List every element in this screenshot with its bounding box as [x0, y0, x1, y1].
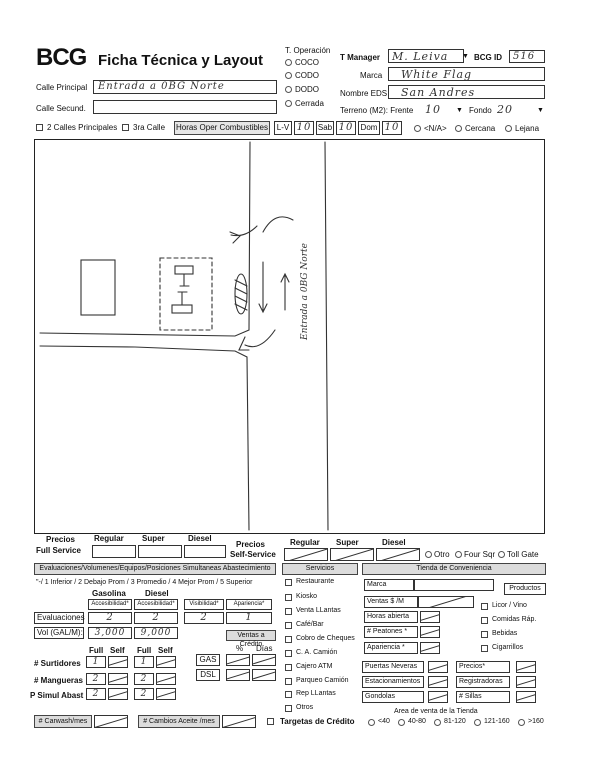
area-option-1: <40 — [378, 718, 390, 725]
checkbox-cafe-bar[interactable] — [285, 622, 292, 629]
sillas-label: # Sillas — [456, 691, 510, 703]
servicio-cafe-bar: Café/Bar — [296, 621, 324, 628]
tmanager-field[interactable] — [388, 49, 464, 63]
surtidores-dsl-self[interactable] — [156, 656, 176, 668]
marca-label: Marca — [360, 71, 383, 80]
gasolina-label: Gasolina — [92, 589, 126, 598]
checkbox-cigarrillos[interactable] — [481, 645, 488, 652]
price-self-regular[interactable] — [284, 548, 328, 561]
horas-oper-button[interactable]: Horas Oper Combustibles — [174, 121, 270, 135]
producto-cigarrillos: Cigarrillos — [492, 644, 524, 651]
checkbox-ca-camion[interactable] — [285, 650, 292, 657]
checkbox-comidas-rap[interactable] — [481, 617, 488, 624]
chevron-down-icon[interactable]: ▼ — [537, 107, 544, 114]
radio-icon[interactable] — [285, 59, 292, 66]
radio-icon[interactable] — [505, 125, 512, 132]
precios-full-label-2: Full Service — [36, 546, 81, 555]
area-option-3: 81-120 — [444, 718, 466, 725]
horas-abierta-field[interactable] — [420, 611, 440, 623]
apariencia-label: Apariencia * — [364, 642, 418, 654]
checkbox-bebidas[interactable] — [481, 631, 488, 638]
sillas-field[interactable] — [516, 691, 536, 703]
radio-icon[interactable] — [425, 551, 432, 558]
radio-icon[interactable] — [518, 719, 525, 726]
price-self-diesel[interactable] — [376, 548, 420, 561]
ventas-credito-button[interactable]: Ventas a Crédito — [226, 630, 276, 641]
tarjetas-label: Targetas de Crédito — [280, 717, 355, 726]
servicio-otros: Otros — [296, 704, 314, 711]
gas-credito-dias[interactable] — [252, 654, 276, 666]
toper-option-label: CODO — [295, 71, 319, 80]
cambios-aceite-button[interactable]: # Cambios Aceite /mes — [138, 715, 220, 728]
area-option-2: 40-80 — [408, 718, 426, 725]
checkbox-parqueo-camion[interactable] — [285, 678, 292, 685]
tienda-marca-label: Marca — [364, 579, 414, 591]
pct-label: % — [236, 644, 244, 653]
carwash-button[interactable]: # Carwash/mes — [34, 715, 92, 728]
producto-bebidas: Bebidas — [492, 630, 518, 637]
lv-field[interactable] — [294, 121, 314, 135]
simul-dsl-self[interactable] — [156, 688, 176, 700]
mangueras-gas-self[interactable] — [108, 673, 128, 685]
lv-label: L-V — [274, 121, 292, 135]
eval-value-2[interactable]: 2 — [134, 612, 178, 624]
simul-abast-label: P Simul Abast — [30, 691, 84, 700]
mangueras-dsl-self[interactable] — [156, 673, 176, 685]
checkbox-cajero-atm[interactable] — [285, 664, 292, 671]
precios-self-label: Precios — [236, 540, 265, 549]
radio-icon[interactable] — [398, 719, 405, 726]
mangueras-dsl-full[interactable]: 2 — [134, 673, 154, 685]
tres-calle-checkbox[interactable] — [122, 124, 129, 131]
servicio-ca-camion: C. A. Camión — [296, 649, 338, 656]
col-regular: Regular — [94, 534, 124, 543]
fondo-value[interactable]: 20 — [497, 103, 513, 116]
radio-icon[interactable] — [285, 100, 292, 107]
diesel-label: Diesel — [145, 589, 169, 598]
area-venta-label: Area de venta de la Tienda — [394, 708, 478, 715]
price-full-regular[interactable] — [92, 545, 136, 558]
checkbox-rep-llantas[interactable] — [285, 691, 292, 698]
sab-label: Sab — [316, 121, 334, 135]
loc-option-na: <N/A> — [424, 124, 447, 133]
surtidores-label: # Surtidores — [34, 659, 81, 668]
checkbox-cobro-cheques[interactable] — [285, 636, 292, 643]
evaluaciones-header: Evaluaciones/Volumenes/Equipos/Posiciones Simultaneas Abastecimiento — [34, 563, 276, 575]
fondo-label: Fondo — [469, 106, 492, 115]
price-full-diesel[interactable] — [184, 545, 226, 558]
eval-scale: "-/ 1 Inferior / 2 Debajo Prom / 3 Promedio / 4 Mejor Prom / 5 Superior — [36, 579, 253, 586]
calle-secund-label: Calle Secund. — [36, 104, 86, 113]
dos-calles-checkbox[interactable] — [36, 124, 43, 131]
vol-value-diesel[interactable]: 9,000 — [134, 627, 178, 639]
producto-licor-vino: Licor / Vino — [492, 602, 527, 609]
col-apariencia: Apariencia* — [226, 599, 272, 610]
dos-calles-label: 2 Calles Principales — [47, 123, 118, 132]
loc-option-cercana: Cercana — [465, 124, 496, 133]
surtidores-gas-full[interactable]: 1 — [86, 656, 106, 668]
dsl-credito-dias[interactable] — [252, 669, 276, 681]
col-visibilidad: Visibilidad* — [184, 599, 224, 610]
marca-field[interactable] — [388, 67, 545, 81]
toper-option-label: Cerrada — [295, 99, 324, 108]
sketch-road-label: Entrada a 0BG Norte — [300, 243, 310, 340]
chevron-down-icon[interactable]: ▼ — [456, 107, 463, 114]
sab-field[interactable] — [336, 121, 356, 135]
simul-gas-self[interactable] — [108, 688, 128, 700]
frente-value[interactable]: 10 — [425, 103, 441, 116]
registradoras-label: Registradoras — [456, 676, 510, 688]
dom-value: 10 — [384, 122, 400, 133]
toper-label: T. Operación — [285, 46, 331, 55]
eval-value-3[interactable]: 2 — [184, 612, 224, 624]
simul-dsl-full[interactable]: 2 — [134, 688, 154, 700]
peatones-field[interactable] — [420, 626, 440, 638]
col-regular-self: Regular — [290, 538, 320, 547]
registradoras-field[interactable] — [516, 676, 536, 688]
servicio-cobro-cheques: Cobro de Cheques — [296, 635, 355, 642]
puertas-neveras-field[interactable] — [428, 661, 448, 673]
dsl-label: DSL — [196, 669, 220, 681]
col-super: Super — [142, 534, 165, 543]
chevron-down-icon[interactable]: ▼ — [462, 53, 469, 60]
servicios-header: Servicios — [282, 563, 358, 575]
bcgid-value: 516 — [513, 51, 536, 62]
nombre-eds-label: Nombre EDS — [340, 89, 388, 98]
eval-row-label: Evaluaciones — [34, 612, 84, 624]
radio-icon[interactable] — [455, 125, 462, 132]
calle-principal-value: Entrada a 0BG Norte — [98, 81, 225, 92]
toper-option-label: DODO — [295, 85, 319, 94]
shop-option-otro: Otro — [434, 550, 450, 559]
simul-gas-full[interactable]: 2 — [86, 688, 106, 700]
tarjetas-checkbox[interactable] — [267, 718, 274, 725]
calle-secund-field[interactable] — [93, 100, 277, 114]
horas-abierta-label: Horas abierta — [364, 611, 418, 623]
shop-option-toll-gate: Toll Gate — [507, 550, 539, 559]
logo: BCG — [36, 44, 87, 71]
mangueras-label: # Mangueras — [34, 676, 83, 685]
radio-icon[interactable] — [434, 719, 441, 726]
gondolas-label: Gondolas — [362, 691, 424, 703]
lv-value: 10 — [296, 122, 312, 133]
radio-icon[interactable] — [414, 125, 421, 132]
mangueras-gas-full[interactable]: 2 — [86, 673, 106, 685]
ventas-field[interactable] — [418, 596, 474, 608]
gas-credito-pct[interactable] — [226, 654, 250, 666]
radio-icon[interactable] — [455, 551, 462, 558]
tmanager-label: T Manager — [340, 53, 381, 62]
full-label-dsl: Full — [137, 646, 152, 655]
cambios-aceite-field[interactable] — [222, 715, 256, 728]
eval-value-1[interactable]: 2 — [88, 612, 132, 624]
checkbox-venta-llantas[interactable] — [285, 608, 292, 615]
tres-calle-label: 3ra Calle — [133, 123, 166, 132]
tienda-header: Tienda de Conveniencia — [362, 563, 546, 575]
bcgid-label: BCG ID — [474, 53, 502, 62]
full-label-gas: Full — [89, 646, 104, 655]
sab-value: 10 — [338, 122, 354, 133]
producto-comidas-rap: Comidas Ráp. — [492, 616, 537, 623]
surtidores-dsl-full[interactable]: 1 — [134, 656, 154, 668]
servicio-venta-llantas: Venta LLantas — [296, 607, 341, 614]
gas-label: GAS — [196, 654, 220, 666]
calle-principal-field[interactable] — [93, 80, 277, 94]
loc-option-lejana: Lejana — [515, 124, 540, 133]
col-accesibilidad-1: Accesibilidad* — [88, 599, 132, 610]
col-diesel-self: Diesel — [382, 538, 406, 547]
carwash-field[interactable] — [94, 715, 128, 728]
layout-sketch — [35, 140, 544, 533]
radio-icon[interactable] — [474, 719, 481, 726]
checkbox-otros[interactable] — [285, 705, 292, 712]
apariencia-field[interactable] — [420, 642, 440, 654]
servicio-restaurante: Restaurante — [296, 578, 335, 585]
price-full-super[interactable] — [138, 545, 182, 558]
vol-value-gas[interactable]: 3,000 — [88, 627, 132, 639]
radio-icon[interactable] — [498, 551, 505, 558]
servicio-cajero-atm: Cajero ATM — [296, 663, 333, 670]
ventas-label: Ventas $ /M — [364, 596, 418, 608]
terreno-label: Terreno (M2): Frente — [340, 106, 414, 115]
puertas-neveras-label: Puertas Neveras — [362, 661, 424, 673]
tmanager-value: M. Leiva — [392, 50, 449, 63]
tienda-marca-field[interactable] — [414, 579, 494, 591]
bcgid-field[interactable] — [509, 50, 545, 63]
dom-label: Dom — [358, 121, 380, 135]
radio-icon[interactable] — [285, 72, 292, 79]
productos-label: Productos — [504, 583, 546, 595]
layout-sketch-area[interactable] — [34, 139, 545, 534]
estacionamientos-field[interactable] — [428, 676, 448, 688]
servicio-kiosko: Kiosko — [296, 593, 318, 600]
precios-tienda-field[interactable] — [516, 661, 536, 673]
radio-icon[interactable] — [285, 86, 292, 93]
toper-option-label: COCO — [295, 58, 319, 67]
dom-field[interactable] — [382, 121, 402, 135]
vol-row-label: Vol (GAL/M): — [34, 627, 84, 639]
estacionamientos-label: Estacionamientos — [362, 676, 424, 688]
precios-tienda-label: Precios* — [456, 661, 510, 673]
checkbox-kiosko[interactable] — [285, 594, 292, 601]
surtidores-gas-self[interactable] — [108, 656, 128, 668]
price-self-super[interactable] — [330, 548, 374, 561]
peatones-label: # Peatones * — [364, 626, 418, 638]
area-option-4: 121-160 — [484, 718, 510, 725]
col-accesibilidad-2: Accesibilidad* — [134, 599, 178, 610]
col-super-self: Super — [336, 538, 359, 547]
precios-self-label-2: Self-Service — [230, 550, 276, 559]
self-label-dsl: Self — [158, 646, 173, 655]
checkbox-restaurante[interactable] — [285, 579, 292, 586]
precios-full-label: Precios — [46, 535, 75, 544]
servicio-rep-llantas: Rep LLantas — [296, 690, 336, 697]
radio-icon[interactable] — [368, 719, 375, 726]
col-diesel: Diesel — [188, 534, 212, 543]
shop-option-four-sqr: Four Sqr — [464, 550, 496, 559]
nombre-eds-value: San Andres — [401, 86, 476, 99]
dsl-credito-pct[interactable] — [226, 669, 250, 681]
eval-value-4[interactable]: 1 — [226, 612, 272, 624]
checkbox-licor-vino[interactable] — [481, 603, 488, 610]
dias-label: Días — [256, 644, 273, 653]
calle-principal-label: Calle Principal — [36, 83, 88, 92]
gondolas-field[interactable] — [428, 691, 448, 703]
servicio-parqueo-camion: Parqueo Camión — [296, 677, 349, 684]
page-title: Ficha Técnica y Layout — [98, 52, 264, 69]
nombre-eds-field[interactable] — [388, 85, 545, 99]
area-option-5: >160 — [528, 718, 544, 725]
marca-value: White Flag — [401, 68, 473, 81]
self-label-gas: Self — [110, 646, 125, 655]
